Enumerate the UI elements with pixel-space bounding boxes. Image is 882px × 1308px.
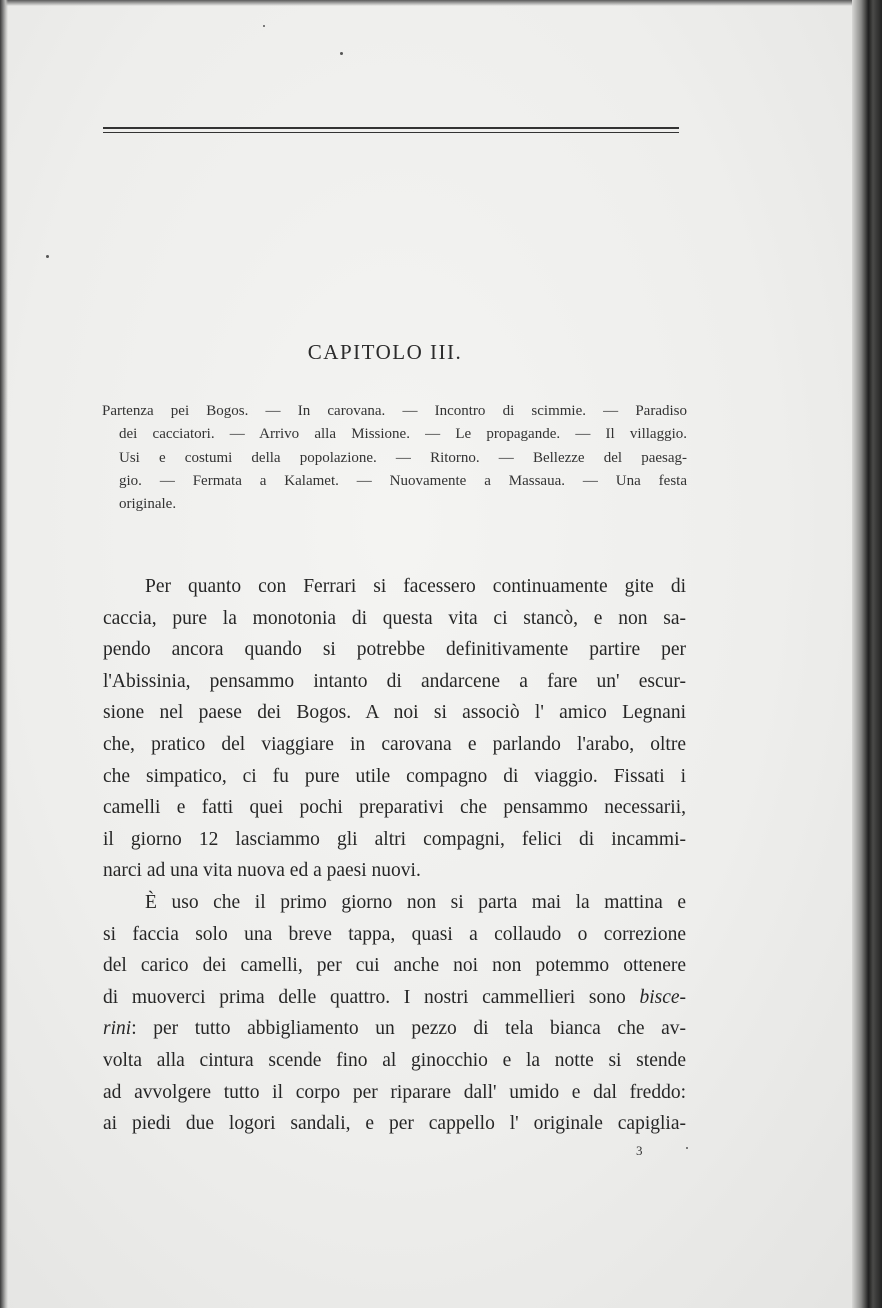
print-speck: [340, 52, 343, 55]
page-left-edge: [0, 0, 8, 1308]
summary-line: Partenza pei Bogos. — In carovana. — Incontro di scimmie. — Paradiso: [102, 403, 687, 419]
chapter-title: CAPITOLO III.: [307, 340, 463, 364]
header-rule-thick: [103, 127, 679, 129]
text-line: che, pratico del viaggiare in carovana e parlando l'arabo, oltre: [103, 733, 686, 755]
text-line: l'Abissinia, pensammo intanto di andarcene a fare un' escur-: [103, 670, 686, 692]
italic-term: bisce-: [639, 986, 686, 1008]
text-line: che simpatico, ci fu pure utile compagno di viaggio. Fissati i: [103, 765, 686, 787]
page-number: 3: [636, 1143, 643, 1158]
text-line: [103, 1013, 686, 1045]
text-line: È uso che il primo giorno non si parta mai la mattina e: [145, 891, 686, 913]
text-line: caccia, pure la monotonia di questa vita ci stancò, e non sa-: [103, 607, 686, 629]
text-line: il giorno 12 lasciammo gli altri compagni, felici di incammi-: [103, 828, 686, 850]
body-text: [103, 571, 686, 1140]
text-line: narci ad una vita nuova ed a paesi nuovi.: [103, 860, 421, 882]
header-rule-thin: [103, 132, 679, 133]
text-segment: di muoverci prima delle quattro. I nostri cammellieri sono: [103, 986, 640, 1008]
italic-term: rini: [103, 1018, 132, 1040]
chapter-summary: [102, 400, 687, 516]
summary-line: dei cacciatori. — Arrivo alla Missione. — Le propagande. — Il villaggio.: [119, 426, 687, 443]
text-line: del carico dei camelli, per cui anche noi non potemmo ottenere: [103, 955, 686, 977]
text-segment: : per tutto abbigliamento un pezzo di tela bianca che av-: [131, 1018, 686, 1040]
text-line: si faccia solo una breve tappa, quasi a collaudo o correzione: [103, 923, 686, 945]
text-line: [103, 982, 686, 1014]
book-spine-edge: [852, 0, 882, 1308]
summary-line: Usi e costumi della popolazione. — Ritorno. — Bellezze del paesag-: [119, 449, 687, 466]
print-speck: [46, 255, 49, 258]
summary-line: gio. — Fermata a Kalamet. — Nuovamente a Massaua. — Una festa: [119, 472, 687, 489]
page-top-edge: [0, 0, 882, 6]
text-line: camelli e fatti quei pochi preparativi che pensammo necessarii,: [103, 797, 686, 819]
print-speck: [263, 25, 265, 27]
summary-line: originale.: [119, 496, 177, 513]
text-line: volta alla cintura scende fino al ginocchio e la notte si stende: [103, 1049, 686, 1071]
text-line: ad avvolgere tutto il corpo per riparare dall' umido e dal freddo:: [103, 1081, 686, 1103]
print-speck: [686, 1147, 688, 1149]
text-line: pendo ancora quando si potrebbe definitivamente partire per: [103, 639, 686, 661]
text-line: Per quanto con Ferrari si facessero continuamente gite di: [145, 576, 686, 597]
text-line: sione nel paese dei Bogos. A noi si associò l' amico Legnani: [103, 702, 686, 724]
text-line: ai piedi due logori sandali, e per cappello l' originale capiglia-: [103, 1113, 686, 1135]
